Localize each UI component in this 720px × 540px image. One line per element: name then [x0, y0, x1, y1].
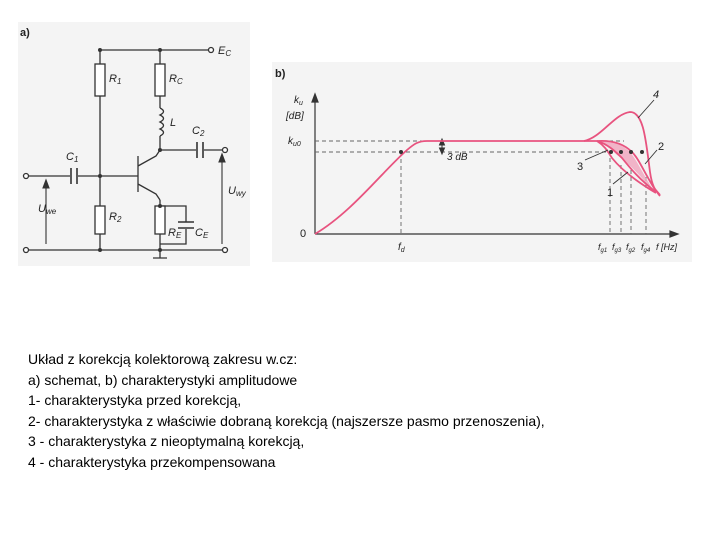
label-r2: R2 [109, 211, 122, 224]
label-rc: RC [169, 73, 183, 86]
y-unit-label: $k_u$ [294, 95, 303, 107]
frequency-response-chart [272, 62, 692, 262]
figure-caption [28, 349, 708, 472]
resistor-r2 [95, 206, 105, 234]
panel-a-label: a) [20, 27, 30, 39]
schematic-diagram [18, 22, 250, 266]
label-l: L [170, 117, 177, 129]
label-c1: C1 [66, 151, 79, 164]
resistor-r1 [95, 64, 105, 96]
caption-line-2: a) schemat, b) charakterystyki amplitudowe [28, 371, 298, 388]
panel-b-label: b) [275, 68, 286, 80]
caption-line-4: 2- charakterystyka z właściwie dobraną korekcją (najszersze pasmo przenoszenia), [28, 412, 545, 429]
label-re: RE [168, 227, 182, 240]
y-unit-db: [dB] [286, 111, 304, 122]
fg2-label: $f_{g2}$ [626, 242, 636, 254]
curve-label-3: 3 [577, 161, 584, 173]
label-uwe: Uwe [38, 203, 57, 216]
curve-label-1: 1 [607, 187, 614, 199]
ku0-label: $k_{u0}$ [288, 136, 301, 148]
zero-label: 0 [300, 228, 307, 240]
fg3-label: $f_{g3}$ [612, 242, 622, 254]
label-ec: EC [218, 45, 232, 58]
label-r1: R1 [109, 73, 122, 86]
curve-label-2: 2 [658, 141, 665, 153]
label-uwy: Uwy [228, 185, 246, 198]
x-axis-label: f [Hz] [656, 242, 678, 252]
label-3db: 3 dB [447, 152, 468, 163]
caption-line-6: 4 - charakterystyka przekompensowana [28, 453, 276, 470]
label-ce: CE [195, 227, 209, 240]
fd-label: $f_d$ [398, 242, 405, 254]
resistor-rc [155, 64, 165, 96]
resistor-re [155, 206, 165, 234]
label-c2: C2 [192, 125, 205, 138]
caption-line-3: 1- charakterystyka przed korekcją, [28, 392, 242, 408]
caption-line-5: 3 - charakterystyka z nieoptymalną korekcją, [28, 433, 305, 449]
curve-label-4: 4 [653, 89, 660, 101]
fg1-label: $f_{g1}$ [598, 242, 608, 254]
caption-line-1: Układ z korekcją kolektorową zakresu w.cz: [28, 351, 298, 367]
fg4-label: $f_{g4}$ [641, 242, 651, 254]
